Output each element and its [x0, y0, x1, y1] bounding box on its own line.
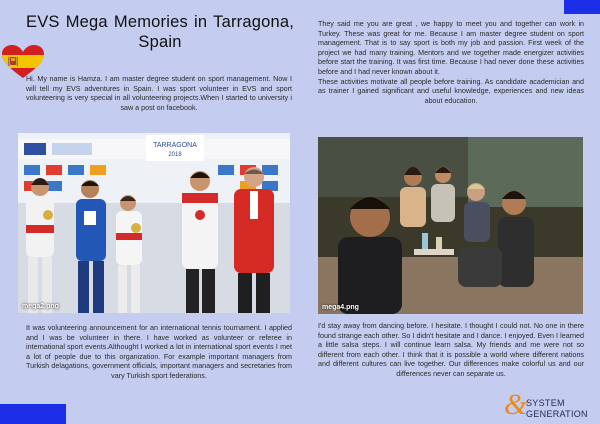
group-selfie-image [318, 137, 583, 314]
right-top-paragraphs [318, 20, 584, 106]
title-line-2: Spain [138, 33, 182, 51]
photo-caption-right: mega4.png [322, 304, 359, 311]
logo-line-2: GENERATION [526, 409, 588, 419]
right-body-paragraph: I'd stay away from dancing before. I hesitate. I thought I could not. No one in there found strange each other. So I didn't hesitate and I dance. I enjoyed. Even I learned a little salsa steps. I will continue learn salsa. My friends and me were not so different from each other. I think that it is possible a world where different nations and different cultures can live together. Our differences make colorful us and our differences never can separate us. [318, 322, 584, 378]
intro-paragraph: Hi. My name is Hamza. I am master degree student on sport management. Now I will tell my EVS adventures in Spain. I was sport volunteer in EVS and sport volunteering is very special in all volunteering projects.When I started to university i saw a post on facebook. [26, 75, 292, 112]
title-line-1: EVS Mega Memories in Tarragona, [26, 13, 294, 31]
page-title [26, 12, 294, 52]
top-right-accent-bar [564, 0, 600, 14]
logo-line-1: SYSTEM [526, 398, 565, 408]
system-generation-logo [504, 388, 596, 422]
svg-text:2018: 2018 [168, 152, 182, 158]
logo-ampersand: & [504, 388, 528, 421]
podium-photo-image [18, 133, 290, 313]
left-body-paragraph: It was volunteering announcement for an international tennis tournament. I applied and I was be volunteer in there. I have worked as volunteer or referee in international sport events.Althought I worked a lot in international sport events I met a lot of people due to this organization. For example important managers from Turkish delagations, government officials, important managers and secretaries from vary Turkish sport federations. [26, 324, 292, 380]
right-paragraph-2: These activities motivate all people before training. As candidate academician and as trainer I gained significant and useful knowledge, experiences and new ideas about education. [318, 77, 584, 105]
bottom-left-accent-bar [0, 404, 66, 424]
podium-photo [18, 133, 290, 313]
right-paragraph-1: They said me you are great , we happy to meet you and together can work in Turkey. These was great for me. Because I am master degree student on sport management. That is to say sport is both my job and passion. First week of the project we had many training. Mentors and we together made energizer activities before start the training. It was first time. Because I had never done these activities before and I had never known about it. [318, 20, 584, 76]
photo-caption-left: mega2.png [22, 303, 59, 310]
svg-text:TARRAGONA: TARRAGONA [153, 142, 197, 149]
group-selfie-photo [318, 137, 583, 314]
